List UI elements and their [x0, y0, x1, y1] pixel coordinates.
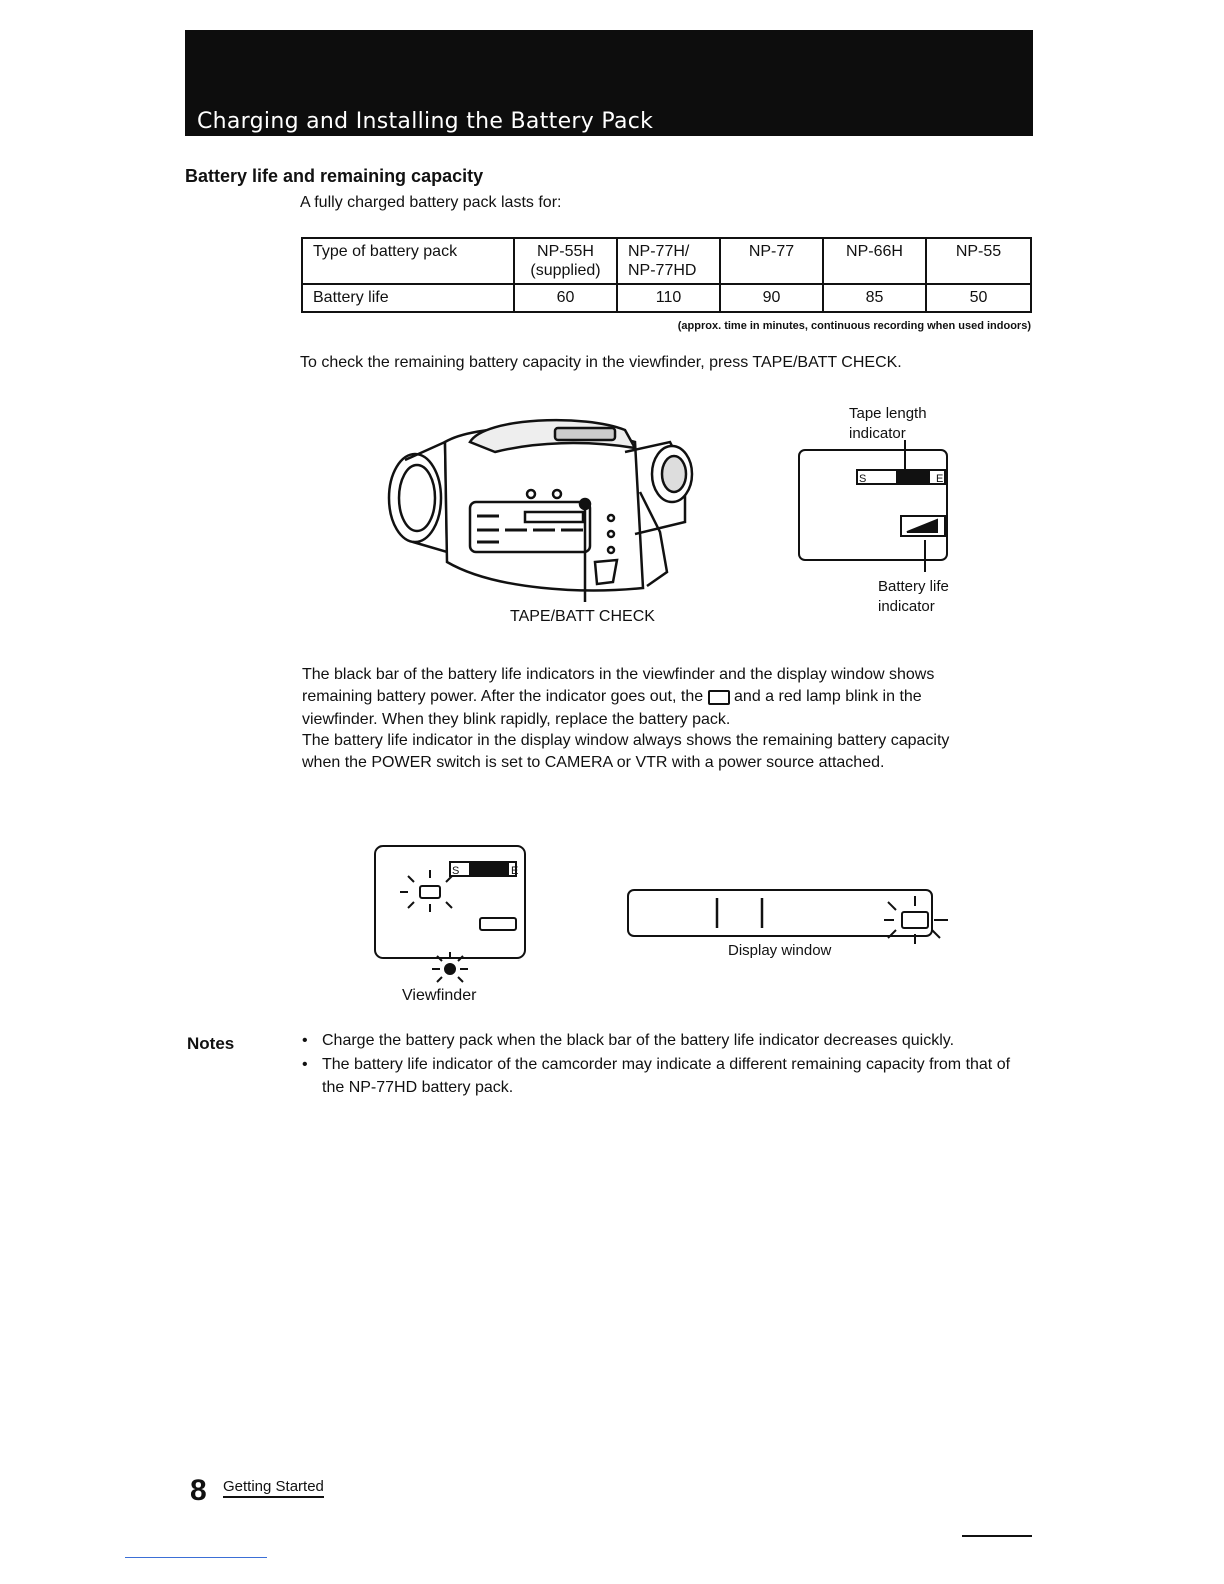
- tape-batt-check-label: TAPE/BATT CHECK: [510, 608, 655, 625]
- section-heading: Battery life and remaining capacity: [185, 166, 484, 186]
- display-window-label: Display window: [728, 942, 832, 959]
- s-mark: S: [859, 473, 867, 485]
- list-item: • The battery life indicator of the camcorder may indicate a different remaining capacity from that of the NP-77HD battery pack.: [300, 1054, 1030, 1099]
- table-col-name: NP-55: [926, 238, 1031, 284]
- paragraph-battery-bar: The black bar of the battery life indicators in the viewfinder and the display window shows remaining battery power. After the indicator goes out, the and a red lamp blink in the viewfinder. When they blink rapidly, replace the battery pack.: [302, 666, 935, 728]
- s-mark: S: [452, 865, 460, 877]
- viewfinder-label: Viewfinder: [402, 987, 477, 1004]
- page-title: Charging and Installing the Battery Pack: [197, 109, 654, 134]
- table-row-label: Battery life: [302, 284, 514, 311]
- table-note: (approx. time in minutes, continuous recording when used indoors): [677, 320, 1031, 332]
- table-col-name: NP-66H: [823, 238, 926, 284]
- header-banner: [185, 30, 1033, 136]
- display-window-diagram: [622, 884, 957, 946]
- table-row: [302, 284, 1031, 311]
- viewfinder-blink-diagram: [370, 842, 530, 992]
- viewfinder-schematic: [797, 440, 957, 575]
- page-edge-rule: [125, 1557, 267, 1558]
- table-cell: 60: [514, 284, 617, 311]
- footer-rule: [962, 1535, 1032, 1537]
- tape-length-label: Tape length indicator: [849, 405, 927, 443]
- list-item: • Charge the battery pack when the black bar of the battery life indicator decreases quickly.: [300, 1030, 1030, 1052]
- notes-label: Notes: [187, 1034, 235, 1053]
- paragraph-display-window: The battery life indicator in the display window always shows the remaining battery capacity when the POWER switch is set to CAMERA or VTR with a power source attached.: [302, 732, 950, 772]
- table-col-name: NP-55H (supplied): [514, 238, 617, 284]
- footer-section-name: Getting Started: [223, 1478, 324, 1498]
- battery-life-table: [301, 237, 1032, 313]
- table-header-label: Type of battery pack: [302, 238, 514, 284]
- page-number: 8: [190, 1474, 207, 1507]
- table-cell: 110: [617, 284, 720, 311]
- camcorder-illustration: [385, 412, 710, 602]
- notes-list: [300, 1030, 1030, 1101]
- table-header-row: [302, 238, 1031, 284]
- table-cell: 90: [720, 284, 823, 311]
- battery-life-indicator-label: Battery life indicator: [878, 578, 949, 616]
- intro-text: A fully charged battery pack lasts for:: [300, 194, 562, 211]
- table-cell: 85: [823, 284, 926, 311]
- table-col-name: NP-77: [720, 238, 823, 284]
- battery-blink-icon: [708, 690, 730, 705]
- table-cell: 50: [926, 284, 1031, 311]
- table-col-name: NP-77H/ NP-77HD: [617, 238, 720, 284]
- e-mark: E: [511, 865, 519, 877]
- check-instruction: To check the remaining battery capacity in the viewfinder, press TAPE/BATT CHECK.: [300, 354, 902, 371]
- e-mark: E: [936, 473, 944, 485]
